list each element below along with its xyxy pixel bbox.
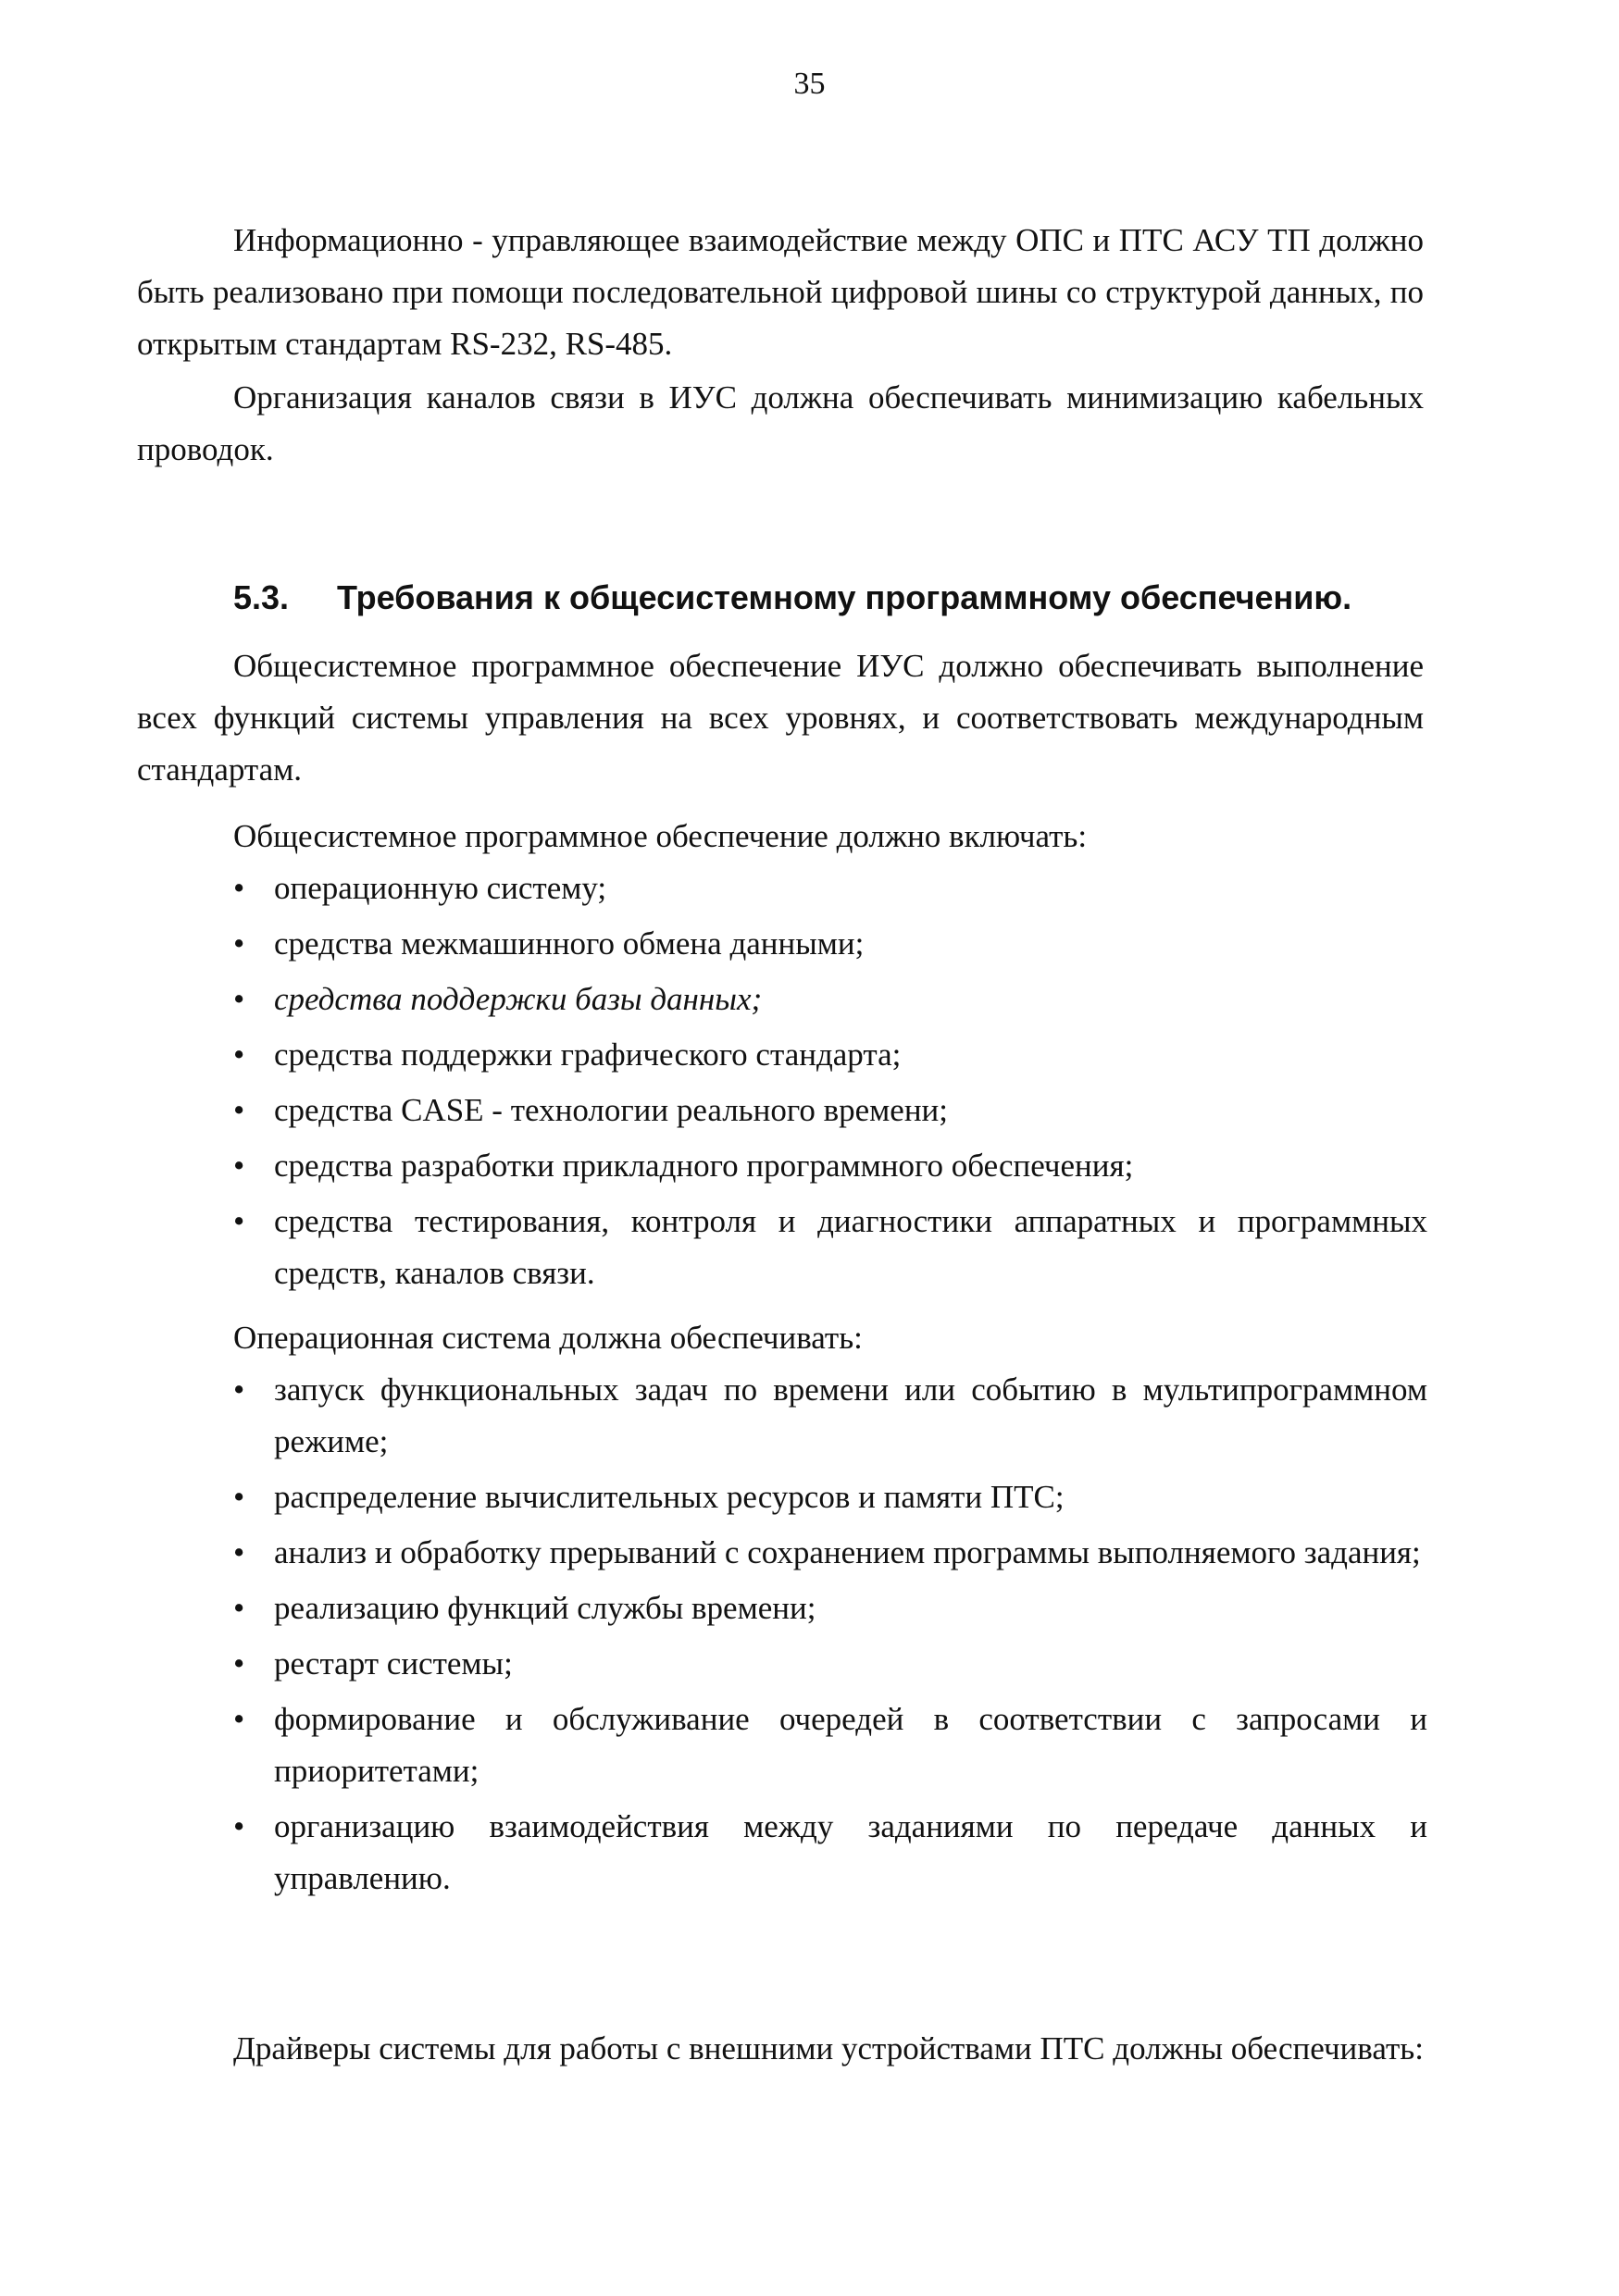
bullet-icon: • bbox=[233, 870, 245, 906]
list-item: • средства поддержки графического стандарта; bbox=[230, 1029, 1427, 1081]
bullet-icon: • bbox=[233, 1808, 245, 1844]
bullet-icon: • bbox=[233, 1590, 245, 1626]
bullet-icon: • bbox=[233, 925, 245, 962]
os-functions-list bbox=[230, 1364, 1427, 1908]
software-components-list bbox=[230, 863, 1427, 1303]
list-item: • средства межмашинного обмена данными; bbox=[230, 918, 1427, 970]
list-item: • реализацию функций службы времени; bbox=[230, 1582, 1427, 1634]
paragraph-interaction: Информационно - управляющее взаимодействие между ОПС и ПТС АСУ ТП должно быть реализовано при помощи последовательной цифровой шины со структурой данных, по открытым стандартам RS-232, RS-485. bbox=[137, 222, 1424, 362]
paragraph-communication-channels: Организация каналов связи в ИУС должна обеспечивать минимизацию кабельных проводок. bbox=[137, 379, 1424, 467]
list-item: • распределение вычислительных ресурсов и памяти ПТС; bbox=[230, 1471, 1427, 1523]
paragraph-drivers: Драйверы системы для работы с внешними устройствами ПТС должны обеспечивать: bbox=[233, 2030, 1424, 2066]
section-heading bbox=[233, 572, 1437, 624]
bullet-icon: • bbox=[233, 1203, 245, 1239]
list-item: • средства тестирования, контроля и диагностики аппаратных и программных средств, каналов связи. bbox=[230, 1196, 1427, 1299]
list1-intro: Общесистемное программное обеспечение должно включать: bbox=[233, 818, 1088, 854]
section-number: 5.3. bbox=[233, 578, 290, 616]
bullet-icon: • bbox=[233, 1701, 245, 1737]
paragraph-system-software: Общесистемное программное обеспечение ИУС должно обеспечивать выполнение всех функций системы управления на всех уровнях, и соответствовать международным стандартам. bbox=[137, 648, 1424, 788]
page-number: 35 bbox=[793, 67, 826, 101]
list-item: • организацию взаимодействия между заданиями по передаче данных и управлению. bbox=[230, 1801, 1427, 1905]
bullet-icon: • bbox=[233, 1036, 245, 1073]
bullet-icon: • bbox=[233, 1148, 245, 1184]
list-item: • формирование и обслуживание очередей в соответствии с запросами и приоритетами; bbox=[230, 1694, 1427, 1797]
section-title: Требования к общесистемному программному обеспечению. bbox=[337, 578, 1352, 616]
bullet-icon: • bbox=[233, 1645, 245, 1682]
list-item: • анализ и обработку прерываний с сохранением программы выполняемого задания; bbox=[230, 1527, 1427, 1579]
bullet-icon: • bbox=[233, 981, 245, 1017]
list-item: • средства разработки прикладного программного обеспечения; bbox=[230, 1140, 1427, 1192]
list-item: • запуск функциональных задач по времени или событию в мультипрограммном режиме; bbox=[230, 1364, 1427, 1468]
list-item: • рестарт системы; bbox=[230, 1638, 1427, 1690]
list2-intro: Операционная система должна обеспечивать: bbox=[233, 1320, 863, 1356]
bullet-icon: • bbox=[233, 1534, 245, 1570]
list-item: • средства поддержки базы данных; bbox=[230, 974, 1427, 1025]
bullet-icon: • bbox=[233, 1371, 245, 1408]
list-item: • операционную систему; bbox=[230, 863, 1427, 914]
list-item: • средства CASE - технологии реального времени; bbox=[230, 1085, 1427, 1136]
bullet-icon: • bbox=[233, 1092, 245, 1128]
bullet-icon: • bbox=[233, 1479, 245, 1515]
